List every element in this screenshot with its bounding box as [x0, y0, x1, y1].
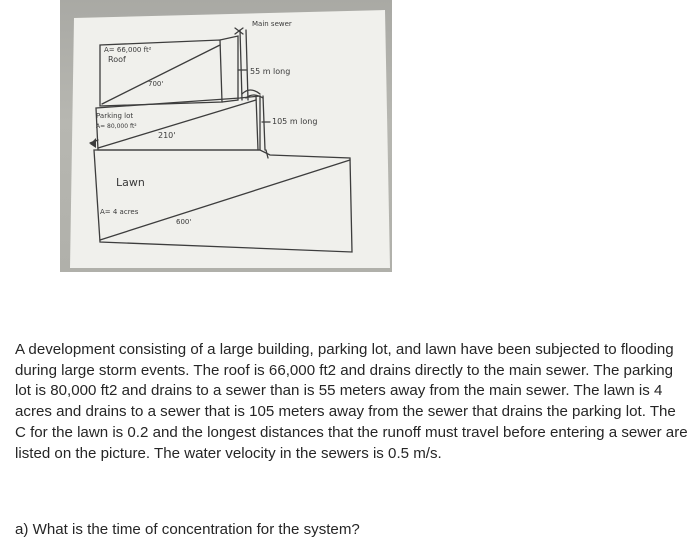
roof-pipe-length-label: 55 m long: [250, 67, 291, 76]
sketch-photo: [60, 0, 392, 272]
roof-area-label: A= 66,000 ft²: [104, 46, 152, 54]
roof-label: Roof: [108, 55, 126, 64]
lawn-area-label: A= 4 acres: [100, 208, 139, 216]
parking-pipe-length-label: 105 m long: [272, 117, 318, 126]
site-sketch: [60, 0, 392, 272]
parking-label: Parking lot: [96, 112, 134, 120]
parking-length-label: 210': [158, 131, 176, 140]
lawn-length-label: 600': [176, 218, 192, 226]
problem-statement: A development consisting of a large building, parking lot, and lawn have been subjected to flooding during large storm events. The roof is 66,000 ft2 and drains directly to the main sewer. The parking lot is 80,000 ft2 and drains to a sewer than is 55 meters away from the main sewer. The lawn is 4 acres and drains to a sewer that is 105 meters away from the sewer that drains the parking lot. The C for the lawn is 0.2 and the longest distances that the runoff must travel before entering a sewer are listed on the picture. The water velocity in the sewers is 0.5 m/s.: [15, 341, 688, 462]
lawn-label: Lawn: [116, 176, 145, 189]
question-a: a) What is the time of concentration for the system?: [15, 521, 360, 538]
parking-area-label: A= 80,000 ft²: [96, 123, 137, 130]
roof-length-label: 700': [148, 80, 164, 88]
main-sewer-label: Main sewer: [252, 20, 292, 28]
